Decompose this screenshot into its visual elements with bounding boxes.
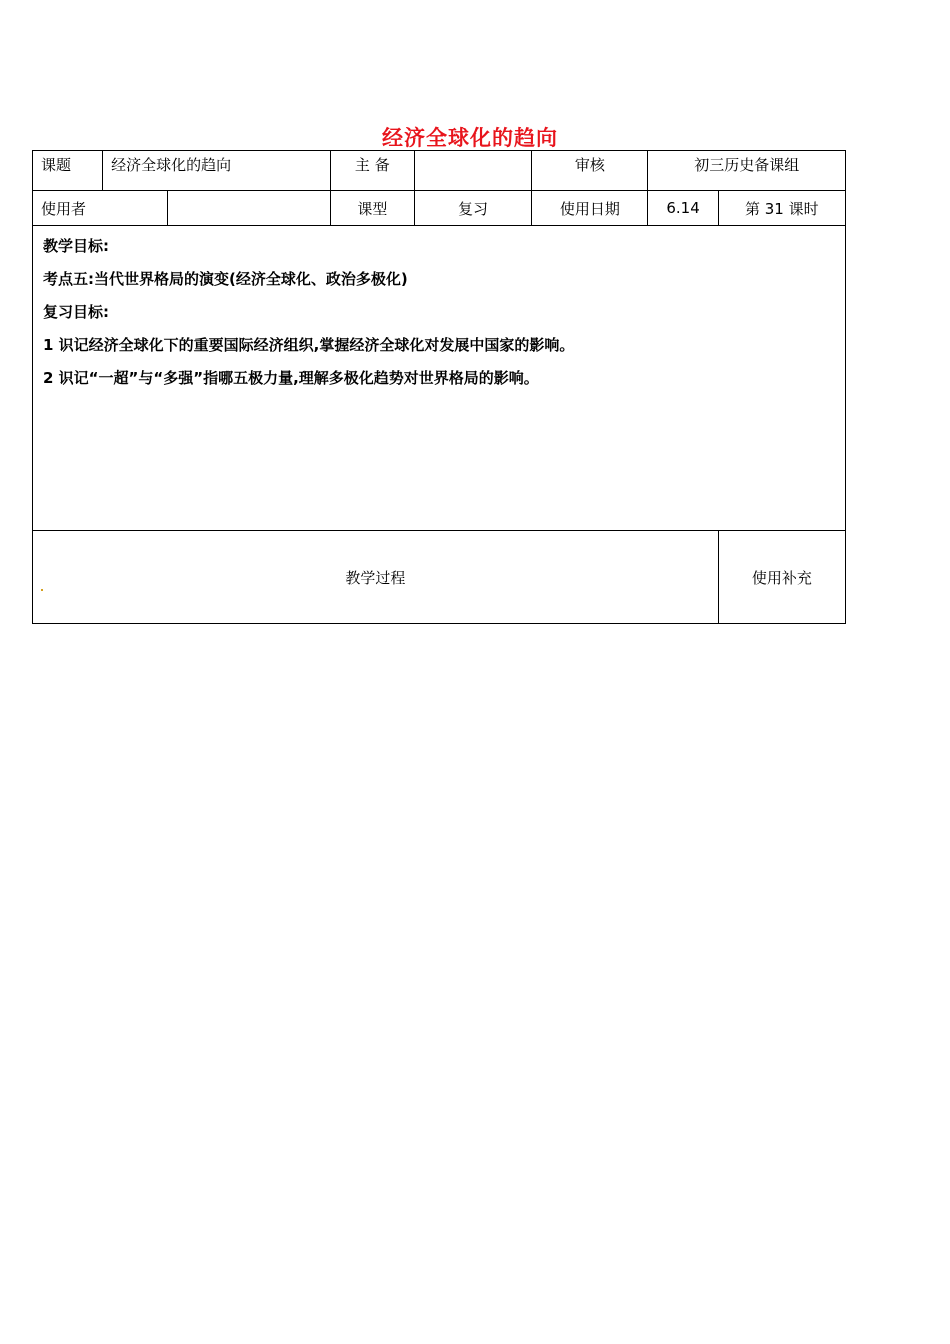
type-value: 复习 [414,191,531,226]
preparer-value [414,151,531,191]
process-row [33,531,846,624]
lesson-plan-table [32,150,846,624]
type-label: 课型 [330,191,414,226]
goal-item-2: 2 识记“一超”与“多强”指哪五极力量,理解多极化趋势对世界格局的影响。 [43,369,539,387]
document-title: 经济全球化的趋向 [382,126,558,150]
user-value [168,191,330,226]
goal-item-1: 1 识记经济全球化下的重要国际经济组织,掌握经济全球化对发展中国家的影响。 [43,336,575,354]
header-row-1 [33,151,846,191]
exam-point: 考点五:当代世界格局的演变(经济全球化、政治多极化) [43,270,408,288]
teaching-process-cell [33,531,719,624]
reviewer-value: 初三历史备课组 [648,151,846,191]
goals-cell [33,226,846,531]
review-goals-heading: 复习目标: [43,303,109,321]
date-label: 使用日期 [532,191,648,226]
preparer-label: 主 备 [330,151,414,191]
period-value: 第 31 课时 [718,191,845,226]
topic-label: 课题 [33,151,103,191]
date-value: 6.14 [648,191,718,226]
supplement-label: 使用补充 [718,531,845,624]
topic-value: 经济全球化的趋向 [103,151,331,191]
goals-heading: 教学目标: [43,237,109,255]
teaching-process-label: 教学过程 [345,568,406,587]
header-row-2 [33,191,846,226]
goals-row [33,226,846,531]
mark-dot [41,589,43,591]
reviewer-label: 审核 [532,151,648,191]
user-label: 使用者 [33,191,168,226]
